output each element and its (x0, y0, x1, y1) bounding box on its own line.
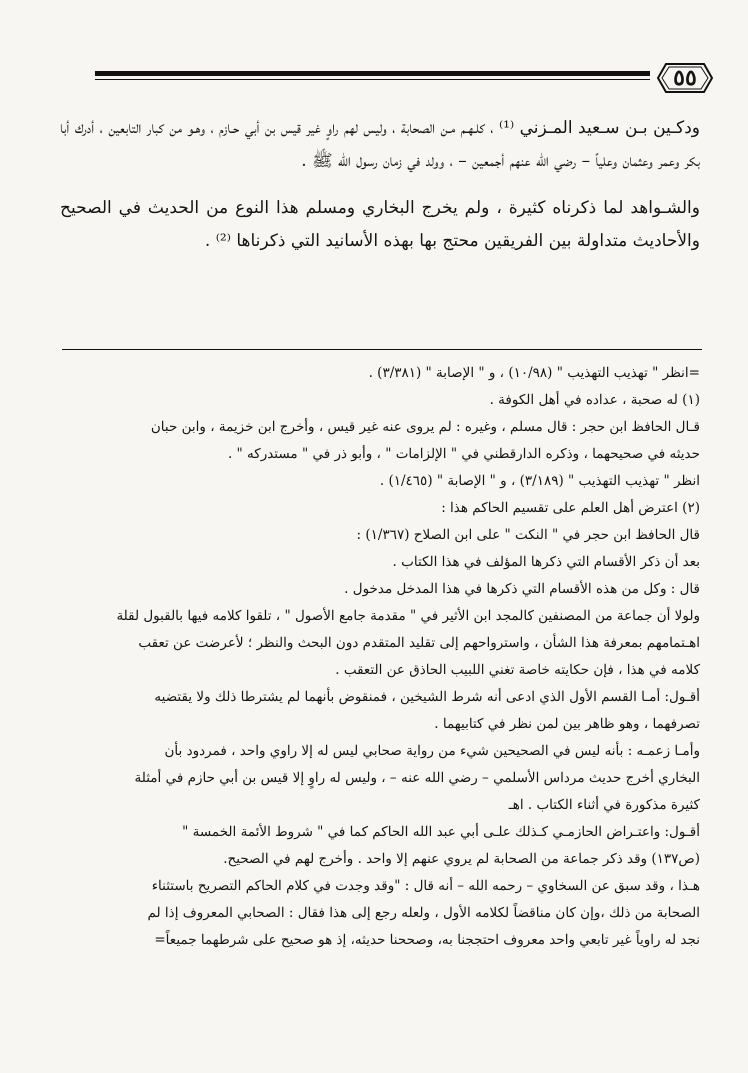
footnote-line: أقـول: أمـا القسم الأول الذي ادعى أنه شرط الشيخين ، فمنقوض بأنهما لم يشترطا ذلك ولا يقتضيه (154, 689, 700, 705)
footnote-line: (١) له صحبة ، عداده في أهل الكوفة . (489, 392, 700, 408)
footnote-line: أقـول: واعتـراض الحازمـي كـذلك علـى أبي عبد الله الحاكم كما في " شروط الأئمة الخمسة " (182, 824, 700, 840)
footnote-line: البخاري أخرج حديث مرداس الأسلمي – رضي الله عنه – ، وليس له راوٍ إلا قيس بن أبي حازم في أمثلة (134, 770, 700, 786)
main-text (60, 112, 700, 258)
footnote-line: هـذا ، وقد سبق عن السخاوي – رحمه الله – أنه قال : "وقد وجدت في كلام الحاكم التصريح باستثناء (151, 878, 700, 894)
footnote-line: وأمـا زعمـه : بأنه ليس في الصحيحين شيء من رواية صحابي ليس له إلا راوي واحد ، فمردود بأن (164, 743, 700, 759)
footnote-line: ولولا أن جماعة من المصنفين كالمجد ابن الأثير في " مقدمة جامع الأصول " ، تلقوا كلامه فيها بالقبول لقلة (116, 608, 700, 624)
main-paragraph-1: ودكـين بـن سـعيد المـزني ⁽¹⁾ ، كلـهـم مـن الصحابة ، وليس لهم راوٍ غير قيس بن أبي حـازم ، وهـو من كبار التابعين ، أدرك أبا بكر وعمر وعثمان وعلياً – رضي الله عنهم أجمعين – ، وولد في زمان رسول الله ﷺ . (60, 118, 700, 171)
footnote-line: الصحابة من ذلك ،وإن كان مناقضاً لكلامه الأول ، ولعله رجع إلى هذا فقال : الصحابي المعروف إذا لم (147, 905, 700, 921)
footnote-line: اهـتمامهم بمعرفة هذا الشأن ، واسترواحهم إلى تقليد المتقدم دون البحث والنظر ؛ لأعرضت عن تعقب (138, 635, 700, 651)
header-rule-thin (95, 79, 650, 80)
footnote-line: انظر " تهذيب التهذيب " (٣/١٨٩) ، و " الإصابة " (١/٤٦٥) . (379, 473, 700, 489)
page-number: ٥٥ (673, 65, 697, 91)
footnote-line: قال : وكل من هذه الأقسام التي ذكرها في هذا المدخل مدخول . (344, 581, 700, 597)
footnote-separator (62, 349, 702, 350)
main-paragraph-2: والشـواهد لما ذكرناه كثيرة ، ولم يخرج البخاري ومسلم هذا النوع من الحديث في الصحيح والأحاديث متداولة بين الفريقين محتج بها بهذه الأسانيد التي ذكرناها ⁽²⁾ . (60, 198, 700, 251)
footnote-line: (٢) اعترض أهل العلم على تقسيم الحاكم هذا : (441, 500, 700, 516)
footnote-line: =انظر " تهذيب التهذيب " (١٠/٩٨) ، و " الإصابة " (٣/٣٨١) . (368, 365, 700, 381)
footnote-line: بعد أن ذكر الأقسام التي ذكرها المؤلف في هذا الكتاب . (392, 554, 700, 570)
footnote-line: كلامه في هذا ، فإن حكايته خاصة تغني اللبيب الحاذق عن التعقب . (335, 662, 700, 678)
footnote-line: حديثه في صحيحهما ، وذكره الدارقطني في " الإلزامات " ، وأبو ذر في " مستدركه " . (227, 446, 700, 462)
footnote-line: قال الحافظ ابن حجر في " النكت " على ابن الصلاح (١/٣٦٧) : (356, 527, 700, 543)
footnote-line: قـال الحافظ ابن حجر : قال مسلم ، وغيره : لم يروى عنه غير قيس ، وأخرج ابن خزيمة ، وابن حبان (150, 419, 700, 435)
footnote-line: نجد له راوياً غير تابعي واحد معروف احتججنا به، وصححنا حديثه، إذ هو صحيح على شرطهما جميعاً= (154, 932, 700, 948)
footnote-line: تصرفهما ، وهو ظاهر بين لمن نظر في كتابيهما . (434, 716, 700, 732)
page-number-badge (650, 60, 720, 96)
header-rule-thick (95, 71, 650, 76)
footnote-line: كثيرة مذكورة في أثناء الكتاب . اهـ (508, 797, 700, 813)
footnote-line: (ص١٣٧) وقد ذكر جماعة من الصحابة لم يروي عنهم إلا واحد . وأخرج لهم في الصحيح. (223, 851, 700, 867)
footnotes (60, 360, 700, 954)
